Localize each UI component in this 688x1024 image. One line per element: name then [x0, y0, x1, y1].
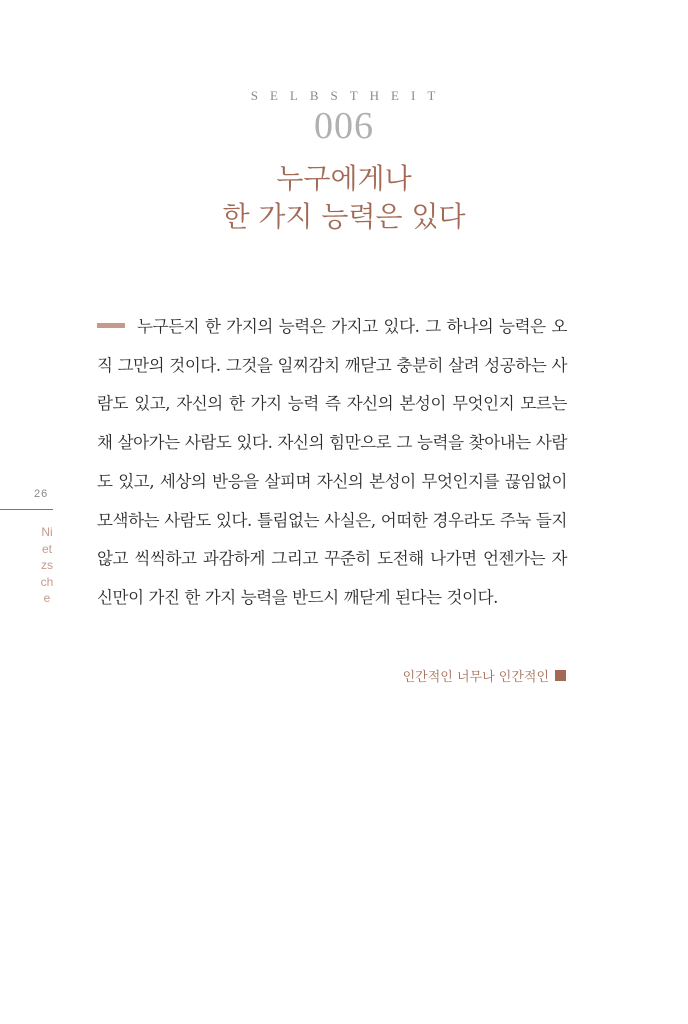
body-text: 누구든지 한 가지의 능력은 가지고 있다. 그 하나의 능력은 오직 그만의 것이다. 그것을 일찌감치 깨닫고 충분히 살려 성공하는 사람도 있고, 자신의 한 가지 능력 즉 자신의 본성이 무엇인지 모르는 채 살아가는 사람도 있다. 자신의 힘만으로 그 능력을 찾아내는 사람도 있고, 세상의 반응을 살피며 자신의 본성이 무엇인지를 끊임없이 모색하는 사람도 있다. 틀림없는 사실은, 어떠한 경우라도 주눅 들지 않고 씩씩하고 과감하게 그리고 꾸준히 도전해 나가면 언젠가는 자신만이 가진 한 가지 능력을 반드시 깨닫게 된다는 것이다. [97, 317, 567, 607]
body-paragraph [97, 308, 567, 618]
margin-rule [0, 509, 53, 510]
square-bullet-icon [555, 670, 566, 681]
source-citation [403, 666, 566, 685]
entry-title [0, 160, 688, 236]
entry-number: 006 [314, 105, 374, 147]
entry-title-line-1: 누구에게나 [276, 162, 412, 195]
series-label: SELBSTHEIT [250, 88, 448, 103]
lead-dash-mark [97, 323, 125, 328]
source-title: 인간적인 너무나 인간적인 [402, 670, 549, 685]
page-number: 26 [34, 488, 49, 500]
entry-title-line-2: 한 가지 능력은 있다 [222, 200, 466, 233]
author-side-label: Nietzsche [40, 525, 54, 605]
